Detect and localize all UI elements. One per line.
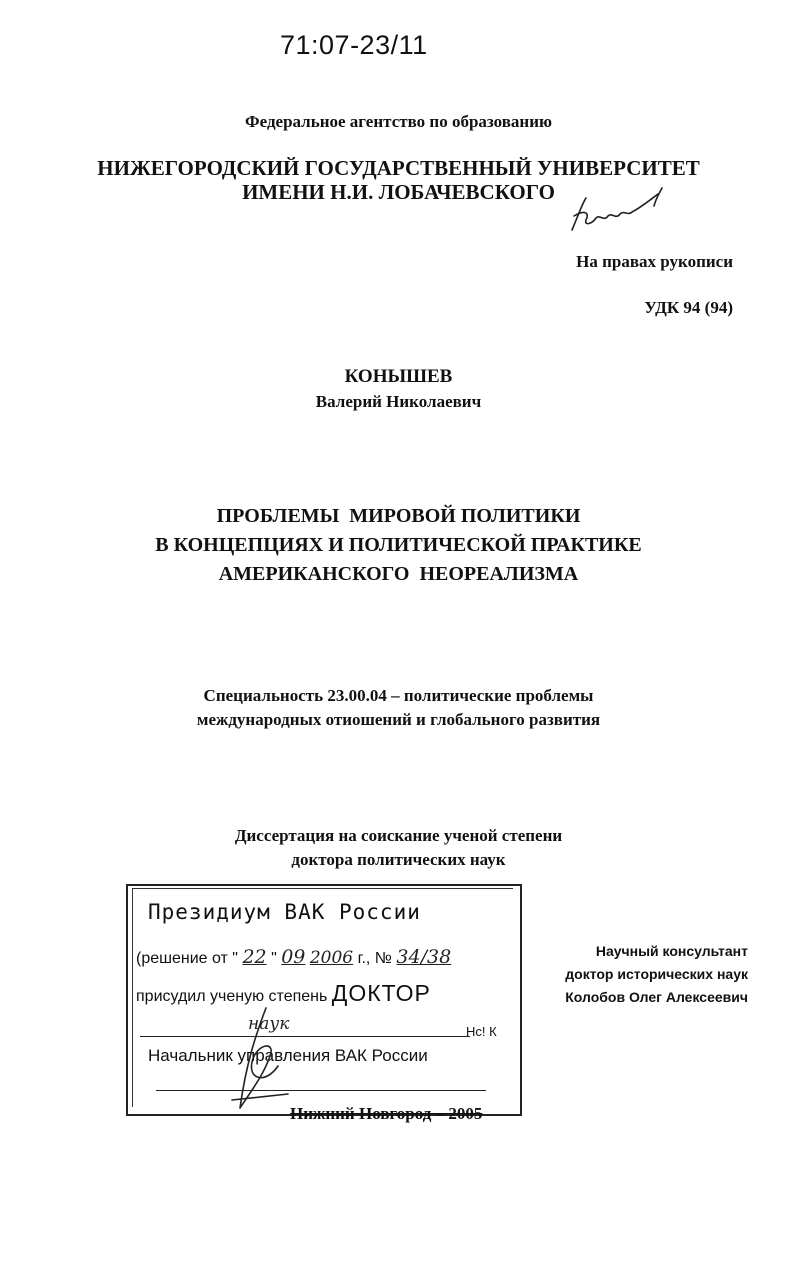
thesis-title <box>0 502 797 589</box>
stamp-title: Президиум ВАК России <box>148 900 421 924</box>
manuscript-rights: На правах рукописи <box>576 252 733 271</box>
footer-place-year: Нижний Новгород – 2005 <box>290 1104 483 1123</box>
awarded-degree: ДОКТОР <box>331 980 431 1006</box>
decision-year-suffix: г., № <box>357 950 392 967</box>
stamp-underline <box>140 1036 470 1037</box>
consultant-role: Научный консультант <box>595 943 748 959</box>
vak-stamp <box>126 884 522 1116</box>
university-name <box>0 156 797 204</box>
author-last-name: КОНЫШЕВ <box>344 366 453 387</box>
stamp-decision-line <box>136 946 451 968</box>
consultant-block <box>508 940 748 1009</box>
stamp-awarded-line <box>136 980 431 1007</box>
stamp-signature-line <box>156 1090 486 1091</box>
degree-statement <box>0 824 797 872</box>
archive-code: 71:07-23/11 <box>280 30 428 60</box>
specialty-line-2: международных отиошений и глобального развития <box>196 710 601 729</box>
agency-name: Федеральное агентство по образованию <box>245 112 552 131</box>
title-line-3: АМЕРИКАНСКОГО НЕОРЕАЛИЗМА <box>218 563 579 585</box>
specialty <box>0 684 797 732</box>
degree-line-2: доктора политических наук <box>291 850 506 869</box>
title-line-1: ПРОБЛЕМЫ МИРОВОЙ ПОЛИТИКИ <box>216 505 581 527</box>
author-signature <box>564 186 676 238</box>
university-line-2: ИМЕНИ Н.И. ЛОБАЧЕВСКОГО <box>242 180 555 204</box>
consultant-name: Колобов Олег Алексеевич <box>565 989 748 1005</box>
consultant-degree: доктор исторических наук <box>565 966 748 982</box>
decision-month: 09 <box>281 946 306 968</box>
decision-number: 34/38 <box>396 946 452 968</box>
university-line-1: НИЖЕГОРОДСКИЙ ГОСУДАРСТВЕННЫЙ УНИВЕРСИТЕТ <box>97 156 700 180</box>
decision-day: 22 <box>242 946 267 968</box>
udk-code: УДК 94 (94) <box>644 298 733 317</box>
decision-year: 2006 <box>309 948 354 968</box>
title-line-2: В КОНЦЕПЦИЯХ И ПОЛИТИЧЕСКОЙ ПРАКТИКЕ <box>155 534 642 556</box>
decision-sep: " <box>271 950 277 967</box>
stamp-head-line: Начальник управления ВАК России <box>148 1046 428 1065</box>
stamp-small-mark: Нс! К <box>466 1024 497 1039</box>
author-first-names: Валерий Николаевич <box>315 392 482 411</box>
degree-line-1: Диссертация на соискание ученой степени <box>234 826 563 845</box>
specialty-line-1: Специальность 23.00.04 – политические проблемы <box>203 686 594 705</box>
awarded-prefix: присудил ученую степень <box>136 988 328 1005</box>
stamp-signature <box>226 1004 296 1116</box>
stamp-hand-note: наук <box>248 1014 290 1034</box>
decision-prefix: (решение от " <box>136 950 238 967</box>
